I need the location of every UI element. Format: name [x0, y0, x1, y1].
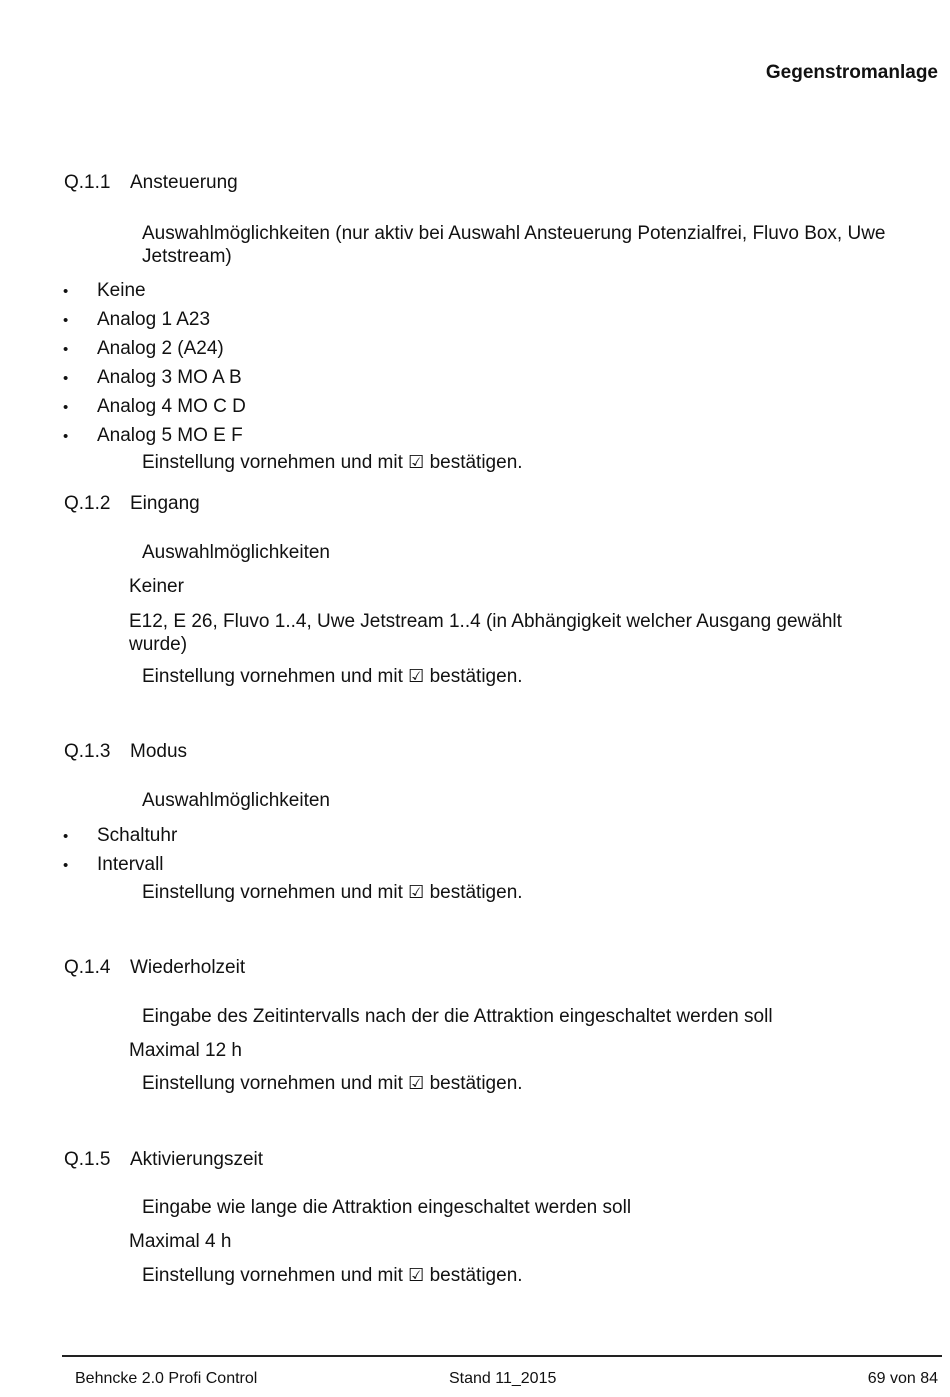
section-title: Wiederholzeit	[130, 957, 246, 978]
list-item: Schaltuhr	[97, 825, 178, 846]
option-text: E12, E 26, Fluvo 1..4, Uwe Jetstream 1..4 (in Abhängigkeit welcher Ausgang gewählt wurde)	[129, 611, 842, 655]
option-text: Maximal 4 h	[129, 1231, 232, 1252]
confirm-instruction	[142, 1265, 523, 1287]
confirm-text: bestätigen.	[424, 1073, 523, 1094]
section-number: Q.1.4	[64, 957, 111, 978]
option-text: Keiner	[129, 576, 184, 597]
confirm-text: Einstellung vornehmen und mit	[142, 666, 409, 687]
section-title: Eingang	[130, 493, 200, 514]
bullet-icon: •	[63, 341, 69, 358]
confirm-text: Einstellung vornehmen und mit	[142, 452, 409, 473]
confirm-text: bestätigen.	[424, 1265, 523, 1286]
checkbox-icon: ☑	[408, 666, 425, 687]
confirm-text: bestätigen.	[424, 882, 523, 903]
confirm-instruction	[142, 882, 523, 904]
footer-product: Behncke 2.0 Profi Control	[75, 1370, 258, 1387]
section-intro: Eingabe wie lange die Attraktion eingeschaltet werden soll	[142, 1197, 632, 1218]
section-title: Modus	[130, 741, 188, 762]
list-item: Keine	[97, 280, 146, 301]
confirm-text: Einstellung vornehmen und mit	[142, 1073, 409, 1094]
confirm-text: Einstellung vornehmen und mit	[142, 882, 409, 903]
section-number: Q.1.3	[64, 741, 111, 762]
section-number: Q.1.5	[64, 1149, 111, 1170]
section-number: Q.1.2	[64, 493, 111, 514]
bullet-icon: •	[63, 857, 69, 874]
list-item: Analog 2 (A24)	[97, 338, 224, 359]
checkbox-icon: ☑	[408, 1073, 425, 1094]
section-intro: Auswahlmöglichkeiten	[142, 790, 330, 811]
bullet-icon: •	[63, 283, 69, 300]
list-item: Intervall	[97, 854, 164, 875]
list-item: Analog 5 MO E F	[97, 425, 243, 446]
checkbox-icon: ☑	[408, 1265, 425, 1286]
list-item: Analog 3 MO A B	[97, 367, 242, 388]
section-number: Q.1.1	[64, 172, 111, 193]
list-item: Analog 1 A23	[97, 309, 211, 330]
section-intro: Auswahlmöglichkeiten (nur aktiv bei Auswahl Ansteuerung Potenzialfrei, Fluvo Box, Uwe Jetstream)	[142, 223, 886, 267]
section-title: Ansteuerung	[130, 172, 238, 193]
confirm-text: bestätigen.	[424, 452, 523, 473]
footer-divider	[62, 1355, 942, 1357]
confirm-instruction	[142, 666, 523, 688]
bullet-icon: •	[63, 312, 69, 329]
bullet-icon: •	[63, 370, 69, 387]
confirm-instruction	[142, 452, 523, 474]
bullet-icon: •	[63, 399, 69, 416]
page-title: Gegenstromanlage	[765, 62, 938, 83]
footer-version: Stand 11_2015	[449, 1370, 557, 1387]
checkbox-icon: ☑	[408, 882, 425, 903]
section-intro: Auswahlmöglichkeiten	[142, 542, 330, 563]
footer-page-number: 69 von 84	[867, 1370, 938, 1387]
confirm-text: Einstellung vornehmen und mit	[142, 1265, 409, 1286]
section-intro: Eingabe des Zeitintervalls nach der die Attraktion eingeschaltet werden soll	[142, 1006, 773, 1027]
checkbox-icon: ☑	[408, 452, 425, 473]
confirm-instruction	[142, 1073, 523, 1095]
section-title: Aktivierungszeit	[130, 1149, 264, 1170]
list-item: Analog 4 MO C D	[97, 396, 246, 417]
bullet-icon: •	[63, 828, 69, 845]
bullet-icon: •	[63, 428, 69, 445]
confirm-text: bestätigen.	[424, 666, 523, 687]
option-text: Maximal 12 h	[129, 1040, 242, 1061]
